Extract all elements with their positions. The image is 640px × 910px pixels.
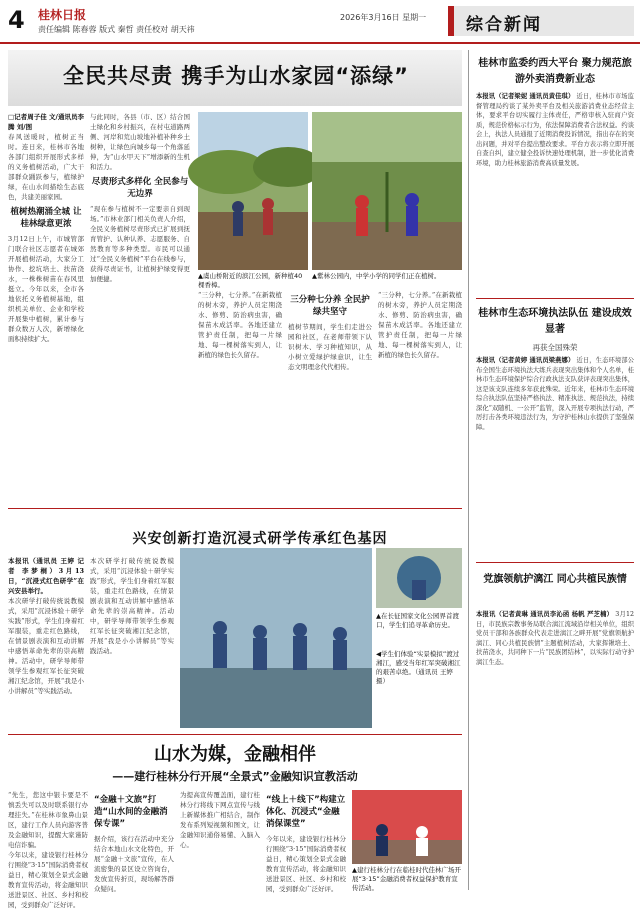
right-story2-body: 近日，生态环境部公布全国生态环境执法大练兵表现突出集体和个人名单，桂林市生态环境保护综合行政执法支队获评表现突出集体，这是该支队连续多年获此殊荣。近年来，桂林市生态环境综合执法队伍坚持严格执法、精准执法、规范执法，持续深化“双随机、一公开”监管，深入开展专项执法行动，严厉打击各类环境违法行为，为守护桂林山水提供了坚强保障。 bbox=[476, 357, 634, 431]
bottom-column-4 bbox=[266, 790, 346, 893]
right-story2-byline: 本报讯（记者黄婷 通讯员梁燕娜） bbox=[476, 357, 575, 364]
lead-photo-1 bbox=[198, 112, 308, 270]
bottom-body-4: 为提高宣传覆盖面，建行桂林分行将线下网点宣传与线上新媒体推广相结合，制作发布系列短视频和图文，让金融知识通俗易懂、入脑入心。 bbox=[180, 791, 260, 849]
middle-column-2 bbox=[90, 556, 174, 732]
right-story3-body-wrap bbox=[476, 610, 634, 890]
lead-intro: 春风送暖时，植树正当时。连日来，桂林市各地各部门组织开展形式多样的义务植树活动，广大干部群众踊跃参与，植绿护绿，在山水间描绘生态底色，共建美丽家园。 bbox=[8, 133, 84, 201]
planting-photo-2 bbox=[312, 112, 462, 270]
lead-col5b-body: “三分种，七分养。”在新栽植的树木旁，养护人员定期浇水、修剪、防治病虫害，确保苗木成活率。各地还建立管护责任制，把每一片绿地、每一棵树落实到人，让新植的绿色长久留存。 bbox=[378, 291, 462, 359]
right-story1-byline: 本报讯（记者梁妮 通讯员黄佳琪） bbox=[476, 93, 575, 100]
right-divider-1 bbox=[476, 298, 634, 299]
section-divider-1 bbox=[8, 508, 462, 509]
section-divider-2 bbox=[8, 734, 462, 735]
section-label bbox=[448, 6, 634, 36]
middle-body-1: 本次研学打破传统说教模式，采用“沉浸体验＋研学实践”形式，学生们身着红军服装，重走红色路线，在情景剧表演和互动讲解中感悟革命先辈的崇高精神。活动中，研学导师带领学生参观红军长征突破湘江纪念馆，开展“我是小小讲解员”等实践活动。 bbox=[8, 597, 84, 695]
lead-photo-caption-2: ▲紫林公园内，中学小学的同学们正在植树。 bbox=[312, 272, 441, 280]
lead-col4-body: “三分种，七分养。”在新栽植的树木旁，养护人员定期浇水、修剪、防治病虫害，确保苗木成活率。各地还建立管护责任制，把每一片绿地、每一棵树落实到人，让新植的绿色长久留存。 bbox=[198, 291, 282, 359]
bottom-column-3 bbox=[180, 790, 260, 890]
middle-photo-1 bbox=[180, 548, 372, 728]
bottom-subhead-a: “金融＋文旅”打造“山水间的金融消保专课” bbox=[94, 795, 168, 829]
lead-subhead-1: 植树热潮涌全城 让桂林绿意更浓 bbox=[10, 207, 82, 229]
study-tour-photo-2 bbox=[376, 548, 462, 608]
right-story3-title: 党旗领航护漓江 同心共植民族情 bbox=[483, 574, 627, 585]
right-column-divider bbox=[468, 50, 469, 890]
lead-col5-body: 植树节期间，学生们走进公园和社区，在老师带领下认识树木、学习种植知识，从小树立爱绿护绿意识，让生态文明理念代代相传。 bbox=[288, 323, 372, 371]
bottom-photo-caption: ▲建行桂林分行在临桂时代佳林广场开展“3·15”金融消费者权益保护教育宣传活动。 bbox=[352, 866, 461, 892]
right-story1-body: 近日，桂林市市场监督管理局约谈了某外卖平台及相关旅游消费业态经营主体，要求平台切实履行主体责任，严格审核入驻商户资质，规范价格标示行为，依法保障消费者合法权益。约谈会上，执法人员通报了近期消费投诉情况，指出存在的突出问题，并对平台提出整改要求。平台方表示将立即开展自查自纠，建立健全投诉快速处理机制，进一步优化消费环境，助力桂林旅游消费高质量发展。 bbox=[476, 93, 634, 167]
staff-credits: 责任编辑 陈春蓉 版式 秦哲 责任校对 胡天祎 bbox=[38, 25, 195, 34]
lead-headline: 全民共尽责 携手为山水家园“添绿” bbox=[63, 64, 409, 88]
planting-photo-1 bbox=[198, 112, 308, 270]
bottom-body-2: 今年以来，建设银行桂林分行围绕“3·15”国际消费者权益日，精心策划全景式金融教育宣传活动，将金融知识送进景区、社区、乡村和校园，受到群众广泛好评。 bbox=[8, 851, 88, 909]
page-number: 4 bbox=[8, 6, 25, 34]
bottom-column-1 bbox=[8, 790, 88, 909]
bottom-body-3: 据介绍，该行在活动中充分结合本地山水文化特色，开展“金融＋文旅”宣传，在人流密集的景区设立咨询台，发放宣传折页，现场解答群众疑问。 bbox=[94, 835, 174, 893]
section-title: 综合新闻 bbox=[466, 15, 542, 35]
right-story1-title: 桂林市监委约西大平台 聚力规范旅游外卖消费新业态 bbox=[478, 58, 632, 85]
right-story2-subtitle: 再获全国殊荣 bbox=[532, 343, 578, 352]
lead-subhead-2: 尽责形式多样化 全民参与无边界 bbox=[91, 177, 189, 199]
lead-banner bbox=[8, 50, 462, 106]
right-story1-body-wrap bbox=[476, 92, 634, 292]
lead-column-2 bbox=[90, 112, 190, 502]
lead-subhead-3: 三分种七分养 全民护绿共坚守 bbox=[290, 295, 370, 317]
lead-byline: □记者周子佳 文/通讯员李腾 刘/图 bbox=[8, 113, 84, 131]
right-story2-body-wrap bbox=[476, 356, 634, 556]
lead-col1-body: 3月12日上午，市城管部门联合社区志愿者在城郊开展植树活动，大家分工协作、挖坑培土、扶苗浇水，一株株树苗在春风里挺立。今年以来，全市各地依托义务植树基地，组织机关单位、企业和学校开展集中植树，累计参与群众数万人次，新增绿化面积持续扩大。 bbox=[8, 235, 84, 343]
right-story2-title: 桂林市生态环境执法队伍 建设成效显著 bbox=[478, 308, 632, 335]
middle-byline: 本报讯（通讯员 王婷 记者 李梦桐）3月13日，“沉浸式红色研学”在兴安县举行。 bbox=[8, 557, 84, 595]
lead-col3-body: “现在参与植树不一定要亲自到现场。”市林业部门相关负责人介绍，全民义务植树尽责形式已扩展到抚育管护、认种认养、志愿服务、自然教育等多种类型。市民可以通过“全民义务植树”平台在线参与，获得尽责证书，让植树护绿变得更加便捷。 bbox=[90, 205, 190, 283]
finance-event-photo bbox=[352, 790, 462, 864]
issue-date: 2026年3月16日 星期一 bbox=[340, 13, 427, 22]
bottom-column-2 bbox=[94, 790, 174, 893]
lead-col2-body: 与此同时，各县（市、区）结合国土绿化和乡村振兴，在村屯道路两侧、河岸和荒山坡地补植补种乡土树种，让绿色向城乡每一个角落延伸，为“山水甲天下”增添新的生机和活力。 bbox=[90, 113, 190, 171]
bottom-body-5: 今年以来，建设银行桂林分行围绕“3·15”国际消费者权益日，精心策划全景式金融教育宣传活动，将金融知识送进景区、社区、乡村和校园，受到群众广泛好评。 bbox=[266, 835, 346, 893]
bottom-subheadline: ——建行桂林分行开展“全景式”金融知识宣教活动 bbox=[112, 770, 358, 783]
section-accent-bar bbox=[448, 6, 454, 36]
middle-photo-2 bbox=[376, 548, 462, 608]
right-divider-2 bbox=[476, 562, 634, 563]
study-tour-photo-1 bbox=[180, 548, 372, 728]
right-story3-body: 3月12日，市民族宗教事务局联合漓江流域沿岸相关单位，组织党员干部和各族群众代表走进漓江之畔开展“党旗领航护漓江、同心共植民族情”主题植树活动，大家挥锹培土、扶苗浇水，共同种下一片“民族团结林”，以实际行动守护漓江生态。 bbox=[476, 611, 634, 666]
bottom-subhead-b: “线上＋线下”构建立体化、沉浸式“金融消保课堂” bbox=[266, 795, 346, 829]
lead-photo-caption-1: ▲虞山桥附近的滨江公园，新种植40棵香樟。 bbox=[198, 272, 303, 289]
bottom-headline: 山水为媒，金融相伴 bbox=[154, 744, 316, 765]
bottom-photo bbox=[352, 790, 462, 864]
middle-photo-caption-1: ▲在长征国家文化公园界首渡口，学生们追寻革命历史。 bbox=[376, 612, 459, 629]
paper-name: 桂林日报 bbox=[38, 8, 87, 22]
lead-column-4 bbox=[288, 290, 372, 502]
middle-photo-caption-2: ◀学生们体验“实景模拟”渡过湘江，感受当年红军突破湘江的艰苦卓绝。（通讯员 王婷 摄） bbox=[376, 650, 461, 685]
page-header bbox=[0, 0, 640, 44]
lead-column-3 bbox=[198, 290, 282, 502]
right-story3-byline: 本报讯（记者黄琳 通讯员李沁函 杨帆 严芝楠） bbox=[476, 611, 614, 618]
lead-column-5 bbox=[378, 290, 462, 502]
middle-headline: 兴安创新打造沉浸式研学传承红色基因 bbox=[132, 531, 388, 547]
middle-body-2: 本次研学打破传统说教模式，采用“沉浸体验＋研学实践”形式，学生们身着红军服装，重走红色路线，在情景剧表演和互动讲解中感悟革命先辈的崇高精神。活动中，研学导师带领学生参观红军长征突破湘江纪念馆，开展“我是小小讲解员”等实践活动。 bbox=[90, 557, 174, 655]
bottom-body-1: “先生，您这中银卡要是不慎丢失可以及时联系银行办理挂失。”在桂林市象鼻山景区，建行工作人员向游客普及金融知识，提醒大家谨防电信诈骗。 bbox=[8, 791, 88, 849]
lead-column-1 bbox=[8, 112, 84, 502]
lead-photo-2 bbox=[312, 112, 462, 270]
middle-column-1 bbox=[8, 556, 84, 732]
